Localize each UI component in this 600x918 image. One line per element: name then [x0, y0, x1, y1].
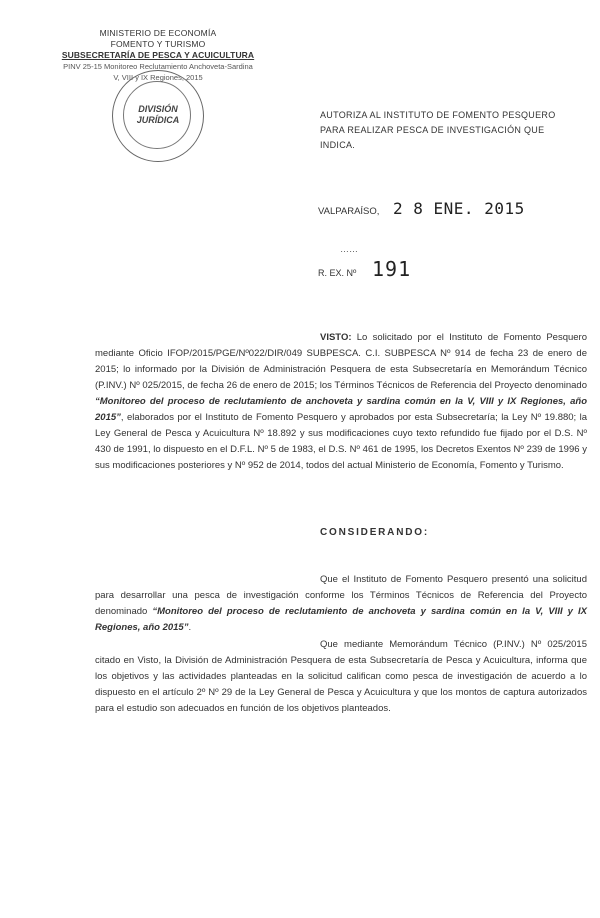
considerando-2-text: Que mediante Memorándum Técnico (P.INV.) Nº 025/2015 citado en Visto, la División de Administración Pesquera de esta Subsecretaría de Pesca y Acuicultura, informa que los objetivos y las actividades planteadas en la solicitud califican como pesca de investigación de acuerdo a lo dispuesto en el artículo 2º Nº 29 de la Ley General de Pesca y Acuicultura y que los montos de captura autorizados para el estudio son adecuados en función de los objetivos planteados. [95, 639, 587, 714]
letterhead-ministry-sub: FOMENTO Y TURISMO [110, 39, 206, 49]
dots-mark: …… [340, 244, 358, 254]
visto-paragraph [95, 330, 587, 474]
stamp-line-1: DIVISIÓN [138, 104, 178, 114]
considerando-heading: CONSIDERANDO: [320, 527, 429, 538]
considerando-paragraph-2 [95, 637, 587, 717]
resolution-number: 191 [372, 257, 412, 281]
considerando-paragraph-1 [95, 572, 587, 636]
division-stamp [112, 70, 204, 162]
letterhead-subsecretaria: SUBSECRETARÍA DE PESCA Y ACUICULTURA [61, 50, 255, 60]
visto-text-2: , elaborados por el Instituto de Fomento Pesquero y aprobados por esta Subsecretaría; la Ley Nº 19.880; la Ley General de Pesca y Acuicultura Nº 18.892 y sus modificaciones cuyo texto refundido fue fijado por el D.S. Nº 430 de 1991, lo dispuesto en el D.F.L. Nº 5 de 1983, el D.S. Nº 461 de 1995, los Decretos Exentos Nº 239 de 1996 y sus modificaciones posteriores y Nº 952 de 2014, todos del actual Ministerio de Economía, Fomento y Turismo. [95, 412, 587, 471]
letterhead-regions: V, VIII y IX Regiones, 2015 [113, 73, 203, 82]
letterhead-reference: PINV 25-15 Monitoreo Reclutamiento Anchoveta-Sardina [63, 62, 253, 71]
stamp-line-2: JURÍDICA [136, 115, 180, 125]
letterhead-ministry: MINISTERIO DE ECONOMÍA [99, 28, 217, 38]
resolution-subject: AUTORIZA AL INSTITUTO DE FOMENTO PESQUERO PARA REALIZAR PESCA DE INVESTIGACIÓN QUE INDICA. [320, 110, 556, 150]
visto-label: VISTO: [320, 332, 352, 343]
resolution-number-label: R. EX. Nº [318, 268, 357, 278]
considerando-1-text-a: Que el Instituto de Fomento Pesquero presentó una solicitud para desarrollar una pesca de investigación conforme los Términos Técnicos de Referencia del Proyecto denominado [95, 574, 587, 617]
visto-project-name: “Monitoreo del proceso de reclutamiento de anchoveta y sardina común en la V, VIII y IX Regiones, año 2015” [95, 396, 587, 423]
considerando-1-text-b: . [188, 622, 192, 633]
resolution-date: 2 8 ENE. 2015 [393, 199, 525, 218]
visto-text-1: Lo solicitado por el Instituto de Fomento Pesquero mediante Oficio IFOP/2015/PGE/Nº022/DIR/049 SUBPESCA. C.I. SUBPESCA Nº 914 de fecha 23 de enero de 2015; lo informado por la División de Administración Pesquera de esta Subsecretaría en Memorándum Técnico (P.INV.) Nº 025/2015, de fecha 26 de enero de 2015; los Términos Técnicos de Referencia del Proyecto denominado [95, 332, 587, 391]
place-label: VALPARAÍSO, [318, 206, 380, 217]
considerando-1-project-name: “Monitoreo del proceso de reclutamiento de anchoveta y sardina común en la V, VIII y IX Regiones, año 2015” [95, 606, 587, 633]
stamp-text [113, 104, 203, 126]
